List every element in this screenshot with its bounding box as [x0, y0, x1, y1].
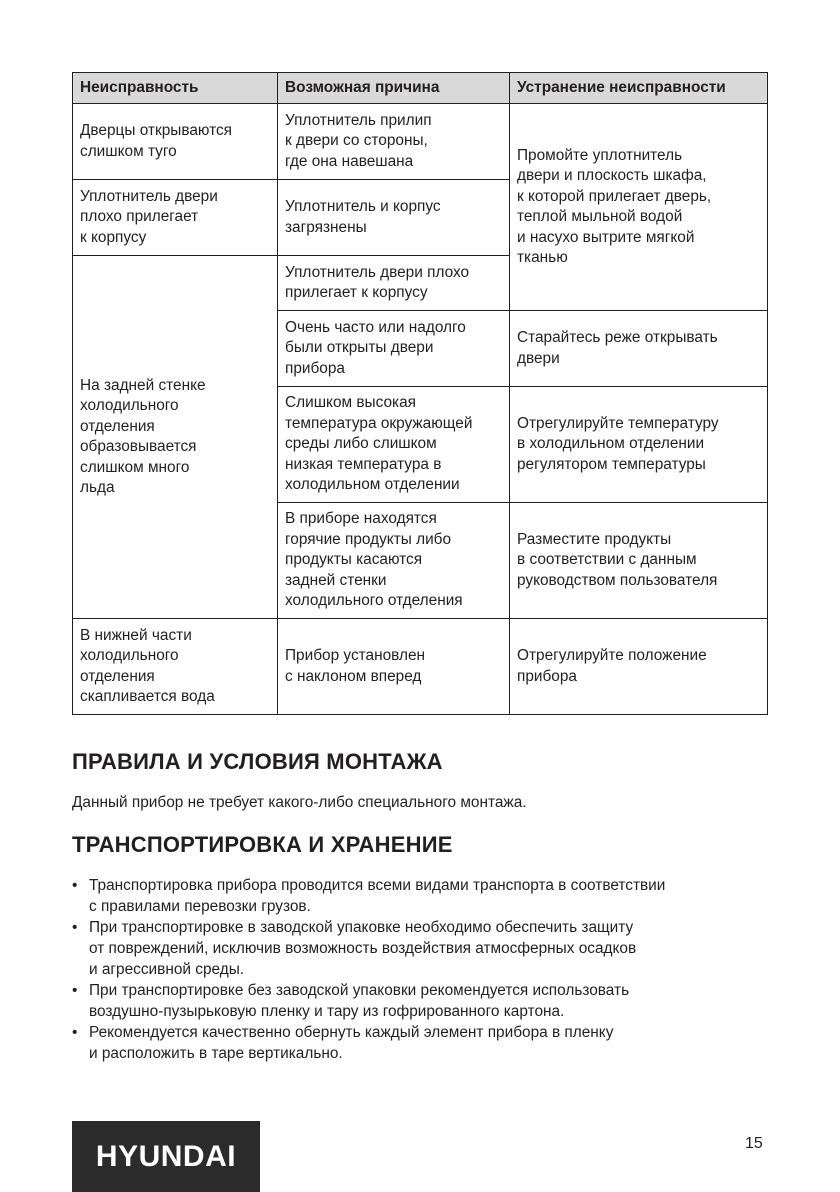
- list-item: [72, 917, 772, 980]
- list-item-text: Рекомендуется качественно обернуть каждый элемент прибора в пленку и расположить в таре вертикально.: [89, 1024, 614, 1062]
- fault-cell: [73, 180, 278, 256]
- list-item: [72, 1022, 772, 1064]
- transport-heading: ТРАНСПОРТИРОВКА И ХРАНЕНИЕ: [72, 832, 453, 857]
- fault-text: Уплотнитель двери плохо прилегает к корпусу: [80, 187, 218, 246]
- cause-cell: [278, 619, 510, 715]
- page-number: 15: [745, 1135, 763, 1152]
- column-header-cause: Возможная причина: [278, 73, 510, 104]
- fault-cell: [73, 256, 278, 619]
- fix-cell: [510, 104, 768, 311]
- fix-cell: [510, 503, 768, 619]
- cause-cell: [278, 387, 510, 503]
- troubleshooting-table: [72, 72, 768, 715]
- fault-cell: [73, 619, 278, 715]
- cause-text: Уплотнитель и корпус загрязнены: [285, 198, 441, 236]
- fault-text: На задней стенке холодильного отделения образовывается слишком много льда: [80, 376, 206, 496]
- fault-text: Дверцы открываются слишком туго: [80, 122, 232, 160]
- cause-cell: [278, 104, 510, 180]
- installation-heading: ПРАВИЛА И УСЛОВИЯ МОНТАЖА: [72, 749, 443, 774]
- cause-text: В приборе находятся горячие продукты либо продукты касаются задней стенки холодильного отделения: [285, 510, 463, 610]
- bullet-marker: •: [72, 1024, 78, 1041]
- fault-cell: [73, 104, 278, 180]
- fix-cell: [510, 387, 768, 503]
- fix-cell: [510, 311, 768, 387]
- list-item-text: При транспортировке в заводской упаковке необходимо обеспечить защиту от повреждений, исключив возможность воздействия атмосферных осадков и агрессивной среды.: [89, 919, 637, 978]
- fix-text: Отрегулируйте положение прибора: [517, 647, 707, 685]
- fix-text: Отрегулируйте температуру в холодильном отделении регулятором температуры: [517, 414, 719, 473]
- fix-text: Разместите продукты в соответствии с данным руководством пользователя: [517, 530, 718, 589]
- list-item: [72, 980, 772, 1022]
- bullet-marker: •: [72, 919, 78, 936]
- column-header-fix: Устранение неисправности: [510, 73, 768, 104]
- list-item-text: При транспортировке без заводской упаковки рекомендуется использовать воздушно-пузырьковую пленку и тару из гофрированного картона.: [89, 982, 630, 1020]
- table-header-row: [73, 73, 768, 104]
- cause-text: Прибор установлен с наклоном вперед: [285, 647, 426, 685]
- cause-cell: [278, 311, 510, 387]
- bullet-marker: •: [72, 877, 78, 894]
- cause-text: Очень часто или надолго были открыты двери прибора: [285, 318, 466, 377]
- table-row: [73, 104, 768, 180]
- cause-text: Слишком высокая температура окружающей среды либо слишком низкая температура в холодильном отделении: [285, 394, 473, 494]
- list-item-text: Транспортировка прибора проводится всеми видами транспорта в соответствии с правилами перевозки грузов.: [89, 877, 666, 915]
- brand-logo-text: HYUNDAI: [95, 1139, 237, 1173]
- cause-text: Уплотнитель прилип к двери со стороны, где она навешана: [285, 111, 432, 170]
- cause-cell: [278, 180, 510, 256]
- bullet-marker: •: [72, 982, 78, 999]
- cause-text: Уплотнитель двери плохо прилегает к корпусу: [285, 263, 470, 301]
- fault-text: В нижней части холодильного отделения скапливается вода: [80, 626, 215, 705]
- cause-cell: [278, 256, 510, 311]
- table-row: [73, 619, 768, 715]
- cause-cell: [278, 503, 510, 619]
- transport-list: [72, 875, 772, 1064]
- installation-text: Данный прибор не требует какого-либо специального монтажа.: [72, 794, 527, 811]
- fix-text: Промойте уплотнитель двери и плоскость шкафа, к которой прилегает дверь, теплой мыльной водой и насухо вытрите мягкой тканью: [517, 146, 712, 266]
- fix-cell: [510, 619, 768, 715]
- list-item: [72, 875, 772, 917]
- brand-logo: [72, 1121, 260, 1192]
- column-header-fault: Неисправность: [73, 73, 278, 104]
- fix-text: Старайтесь реже открывать двери: [517, 329, 718, 367]
